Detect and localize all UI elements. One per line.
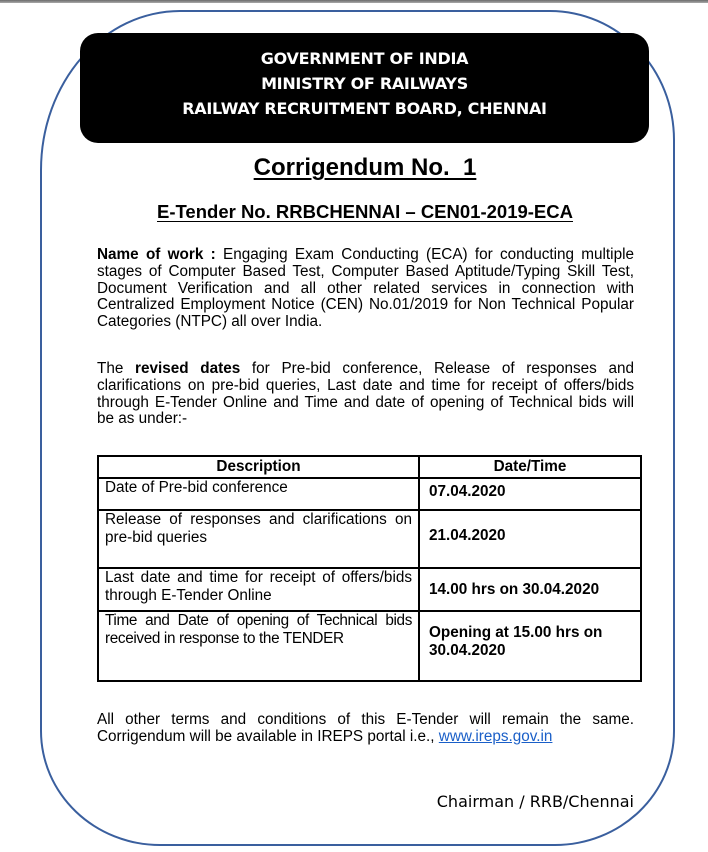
table-row — [98, 478, 641, 510]
revised-dates-emphasis: revised dates — [135, 360, 241, 377]
table-row — [98, 611, 641, 681]
footer-note-paragraph — [97, 712, 634, 746]
column-header-description: Description — [98, 456, 419, 478]
row-date-value: Opening at 15.00 hrs on 30.04.2020 — [419, 611, 641, 681]
signature-block: Chairman / RRB/Chennai — [436, 792, 634, 811]
row-description: Date of Pre-bid conference — [98, 478, 419, 510]
revised-dates-table — [97, 455, 642, 682]
table-row — [98, 568, 641, 611]
column-header-date-time: Date/Time — [419, 456, 641, 478]
viewer-top-bar — [0, 0, 708, 3]
ireps-portal-link[interactable]: www.ireps.gov.in — [438, 727, 553, 745]
row-date-value: 14.00 hrs on 30.04.2020 — [419, 568, 641, 611]
row-date-value: 07.04.2020 — [419, 478, 641, 510]
table-header-row — [98, 456, 641, 478]
footer-note-text: All other terms and conditions of this E-Tender will remain the same. Corrigendum will be available in IREPS portal i.e., — [97, 711, 634, 745]
revised-intro-prefix: The — [97, 360, 136, 377]
name-of-work-paragraph — [97, 247, 634, 331]
document-title: Corrigendum No. 1 — [253, 154, 477, 181]
revised-intro-suffix: for Pre-bid conference, Release of responses and clarifications on pre-bid queries, Last date and time for receipt of offers/bids through E-Tender Online and Time and date of opening of Technical bids will be as under:- — [97, 360, 635, 428]
letterhead-line-government: GOVERNMENT OF INDIA — [260, 49, 469, 68]
row-description: Release of responses and clarifications on pre-bid queries — [98, 510, 419, 568]
name-of-work-text: Engaging Exam Conducting (ECA) for conducting multiple stages of Computer Based Test, Computer Based Aptitude/Typing Skill Test, Document Verification and all other related services in connection with Centralized Employment Notice (CEN) No.01/2019 for Non Technical Popular Categories (NTPC) all over India. — [97, 246, 634, 331]
letterhead-line-ministry: MINISTRY OF RAILWAYS — [261, 74, 468, 93]
row-description: Time and Date of opening of Technical bids received in response to the TENDER — [98, 611, 419, 681]
letterhead-banner — [80, 33, 649, 143]
name-of-work-label: Name of work : — [97, 246, 216, 263]
letterhead-line-board: RAILWAY RECRUITMENT BOARD, CHENNAI — [182, 99, 547, 118]
row-description: Last date and time for receipt of offers/bids through E-Tender Online — [98, 568, 419, 611]
table-row — [98, 510, 641, 568]
revised-dates-paragraph — [97, 361, 634, 428]
tender-number: E-Tender No. RRBCHENNAI – CEN01-2019-ECA — [157, 201, 573, 222]
row-date-value: 21.04.2020 — [419, 510, 641, 568]
